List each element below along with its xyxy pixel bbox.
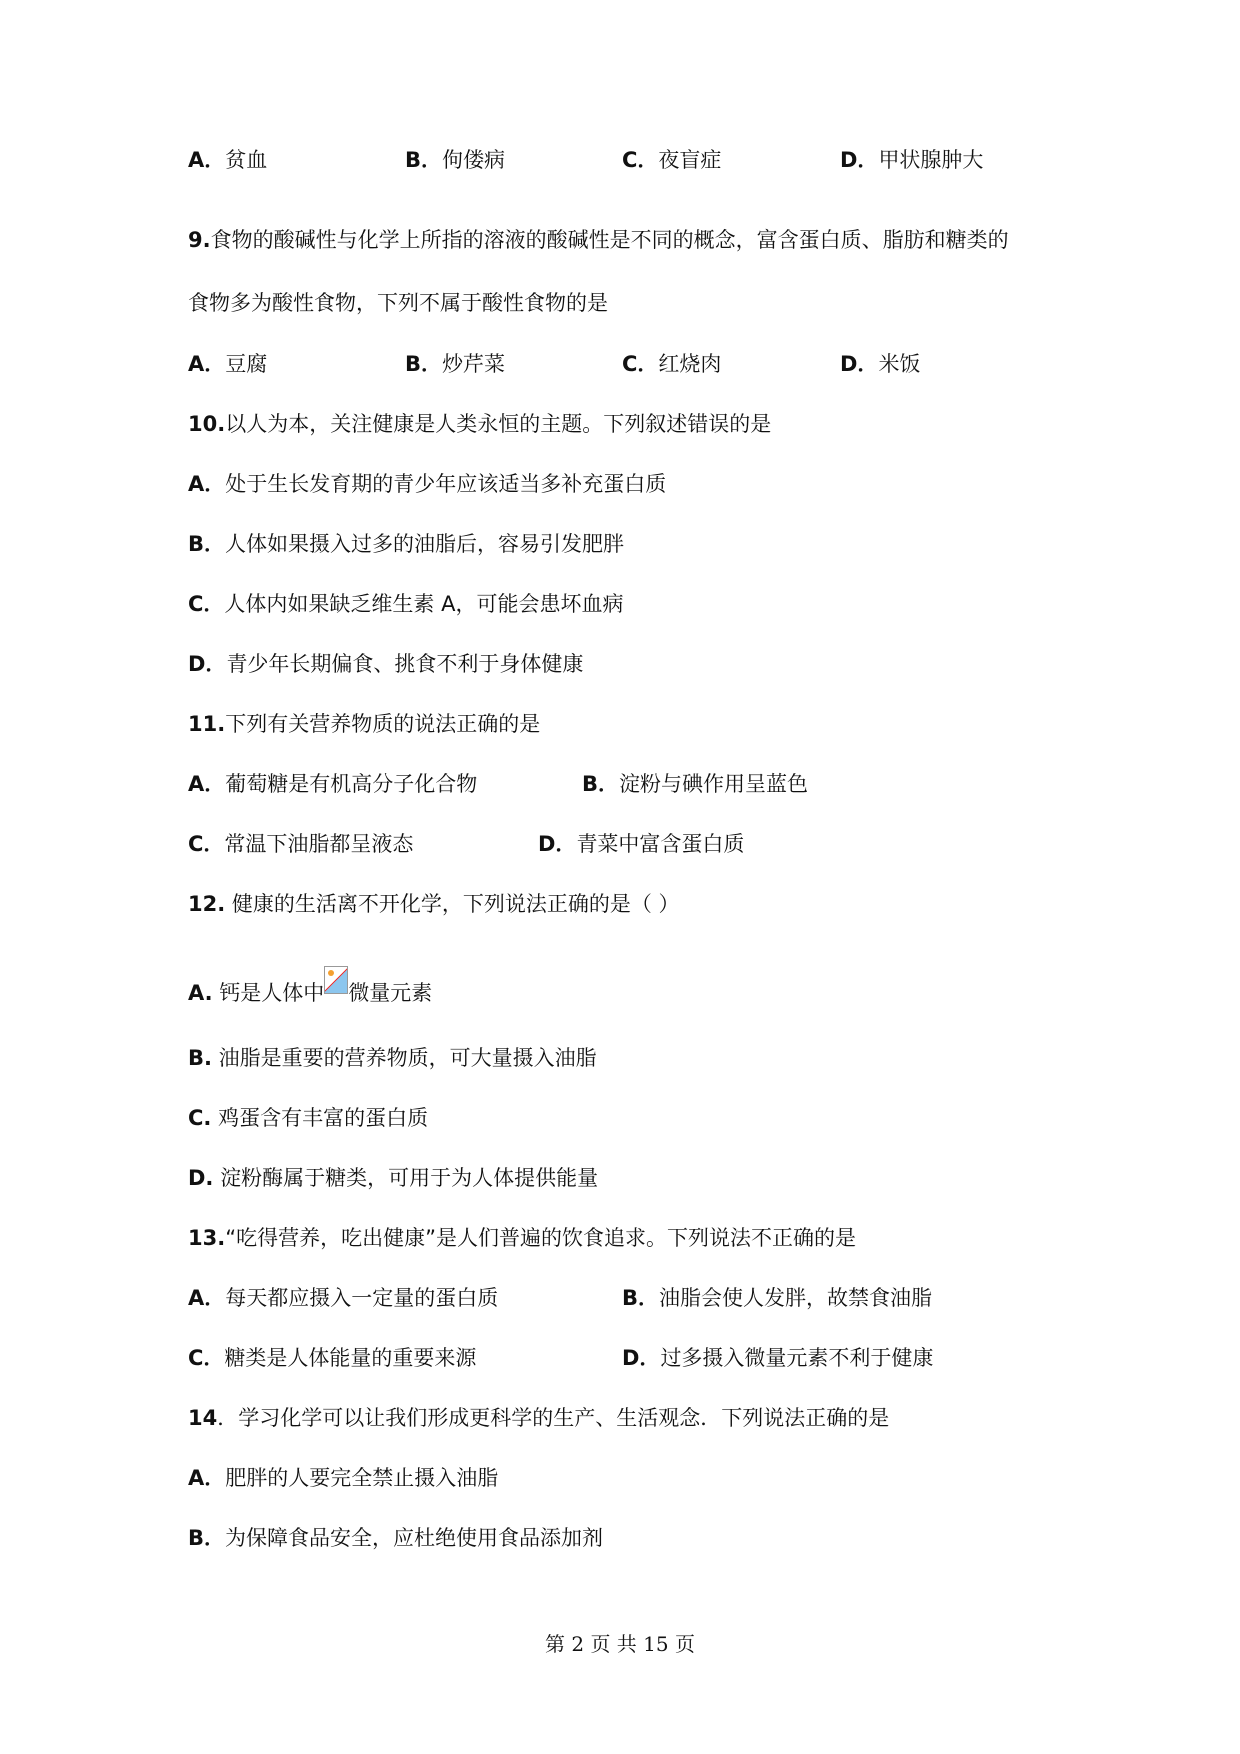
q13-option-c bbox=[188, 1344, 476, 1372]
option-text: 青菜中富含蛋白质 bbox=[576, 832, 745, 856]
q13-option-d bbox=[622, 1344, 933, 1372]
question-number: 10. bbox=[188, 412, 226, 436]
q11-option-d bbox=[538, 830, 744, 858]
q10-stem bbox=[188, 410, 771, 438]
option-label: A． bbox=[188, 1466, 226, 1490]
question-text: “吃得营养，吃出健康”是人们普遍的饮食追求。下列说法不正确的是 bbox=[225, 1226, 856, 1250]
option-label: B. bbox=[188, 1046, 212, 1070]
option-text: 为保障食品安全，应杜绝使用食品添加剂 bbox=[225, 1526, 604, 1550]
option-text: 油脂会使人发胖，故禁食油脂 bbox=[659, 1286, 933, 1310]
option-text: 常温下油脂都呈液态 bbox=[224, 832, 414, 856]
option-label: C． bbox=[188, 1346, 225, 1370]
q13-option-b bbox=[622, 1284, 932, 1312]
q9-option-a bbox=[188, 350, 267, 378]
option-label: B． bbox=[622, 1286, 660, 1310]
option-text: 甲状腺肿大 bbox=[878, 148, 984, 172]
question-number: 13. bbox=[188, 1226, 226, 1250]
option-text: 过多摄入微量元素不利于健康 bbox=[660, 1346, 934, 1370]
page-footer: 第 2 页 共 15 页 bbox=[545, 1632, 695, 1656]
option-text: 人体如果摄入过多的油脂后，容易引发肥胖 bbox=[225, 532, 625, 556]
option-text: 贫血 bbox=[225, 148, 268, 172]
q10-option-b bbox=[188, 530, 624, 558]
question-text: 以人为本，关注健康是人类永恒的主题。下列叙述错误的是 bbox=[225, 412, 772, 436]
q8-option-c bbox=[622, 146, 721, 174]
option-label: B． bbox=[582, 772, 620, 796]
option-text: 微量元素 bbox=[348, 981, 433, 1005]
q14-option-b bbox=[188, 1524, 603, 1552]
option-label: C． bbox=[188, 832, 225, 856]
q9-option-c bbox=[622, 350, 721, 378]
option-text: 处于生长发育期的青少年应该适当多补充蛋白质 bbox=[225, 472, 667, 496]
q11-option-a bbox=[188, 770, 477, 798]
q8-option-a bbox=[188, 146, 267, 174]
option-label: C． bbox=[622, 148, 659, 172]
option-text: 炒芹菜 bbox=[442, 352, 506, 376]
option-label: B． bbox=[405, 352, 443, 376]
question-text: 下列有关营养物质的说法正确的是 bbox=[225, 712, 541, 736]
option-text: 油脂是重要的营养物质，可大量摄入油脂 bbox=[211, 1046, 597, 1070]
option-text: 糖类是人体能量的重要来源 bbox=[224, 1346, 477, 1370]
q12-option-b bbox=[188, 1044, 597, 1072]
q8-option-d bbox=[840, 146, 983, 174]
question-number: 11. bbox=[188, 712, 226, 736]
q13-stem bbox=[188, 1224, 856, 1252]
question-text: 健康的生活离不开化学，下列说法正确的是（ ） bbox=[225, 892, 680, 916]
option-label: D． bbox=[188, 652, 227, 676]
question-number: 12. bbox=[188, 892, 226, 916]
option-text: 青少年长期偏食、挑食不利于身体健康 bbox=[226, 652, 584, 676]
q13-option-a bbox=[188, 1284, 498, 1312]
q9-stem-line1 bbox=[188, 226, 1009, 254]
option-text: 米饭 bbox=[878, 352, 921, 376]
option-label: B． bbox=[188, 1526, 226, 1550]
option-label: B． bbox=[188, 532, 226, 556]
q10-option-c bbox=[188, 590, 623, 618]
option-text: 淀粉酶属于糖类，可用于为人体提供能量 bbox=[213, 1166, 599, 1190]
option-label: D． bbox=[840, 148, 879, 172]
option-label: C． bbox=[622, 352, 659, 376]
option-label: A． bbox=[188, 1286, 226, 1310]
option-text: 钙是人体中 bbox=[212, 981, 325, 1005]
question-text: ．学习化学可以让我们形成更科学的生产、生活观念．下列说法正确的是 bbox=[217, 1406, 890, 1430]
q10-option-d bbox=[188, 650, 583, 678]
option-text: 淀粉与碘作用呈蓝色 bbox=[619, 772, 809, 796]
option-text: 鸡蛋含有丰富的蛋白质 bbox=[211, 1106, 429, 1130]
option-text: 每天都应摄入一定量的蛋白质 bbox=[225, 1286, 499, 1310]
q11-stem bbox=[188, 710, 540, 738]
q9-stem-line2: 食物多为酸性食物，下列不属于酸性食物的是 bbox=[188, 291, 608, 315]
q9-option-b bbox=[405, 350, 505, 378]
option-label: B． bbox=[405, 148, 443, 172]
option-label: A． bbox=[188, 772, 226, 796]
option-label: D. bbox=[188, 1166, 214, 1190]
q9-option-d bbox=[840, 350, 920, 378]
q10-option-a bbox=[188, 470, 666, 498]
option-text: 红烧肉 bbox=[658, 352, 722, 376]
option-text: 佝偻病 bbox=[442, 148, 506, 172]
q12-stem bbox=[188, 890, 680, 918]
q12-option-a bbox=[188, 966, 432, 1007]
q14-option-a bbox=[188, 1464, 498, 1492]
option-label: D． bbox=[840, 352, 879, 376]
question-text: 食物的酸碱性与化学上所指的溶液的酸碱性是不同的概念，富含蛋白质、脂肪和糖类的 bbox=[210, 228, 1009, 252]
option-label: C． bbox=[188, 592, 225, 616]
option-text: 夜盲症 bbox=[658, 148, 722, 172]
option-label: D． bbox=[622, 1346, 661, 1370]
question-number: 14 bbox=[188, 1406, 218, 1430]
option-label: A． bbox=[188, 352, 226, 376]
option-label: A． bbox=[188, 148, 226, 172]
broken-image-icon bbox=[324, 966, 348, 994]
option-label: D． bbox=[538, 832, 577, 856]
q11-option-b bbox=[582, 770, 808, 798]
option-label: A. bbox=[188, 981, 213, 1005]
q8-option-b bbox=[405, 146, 505, 174]
q11-option-c bbox=[188, 830, 413, 858]
option-text: 豆腐 bbox=[225, 352, 268, 376]
q12-option-d bbox=[188, 1164, 598, 1192]
option-text: 人体内如果缺乏维生素 A，可能会患坏血病 bbox=[224, 592, 624, 616]
option-text: 葡萄糖是有机高分子化合物 bbox=[225, 772, 478, 796]
option-label: A． bbox=[188, 472, 226, 496]
q14-stem bbox=[188, 1404, 889, 1432]
q12-option-c bbox=[188, 1104, 428, 1132]
option-label: C. bbox=[188, 1106, 212, 1130]
option-text: 肥胖的人要完全禁止摄入油脂 bbox=[225, 1466, 499, 1490]
question-number: 9. bbox=[188, 228, 211, 252]
